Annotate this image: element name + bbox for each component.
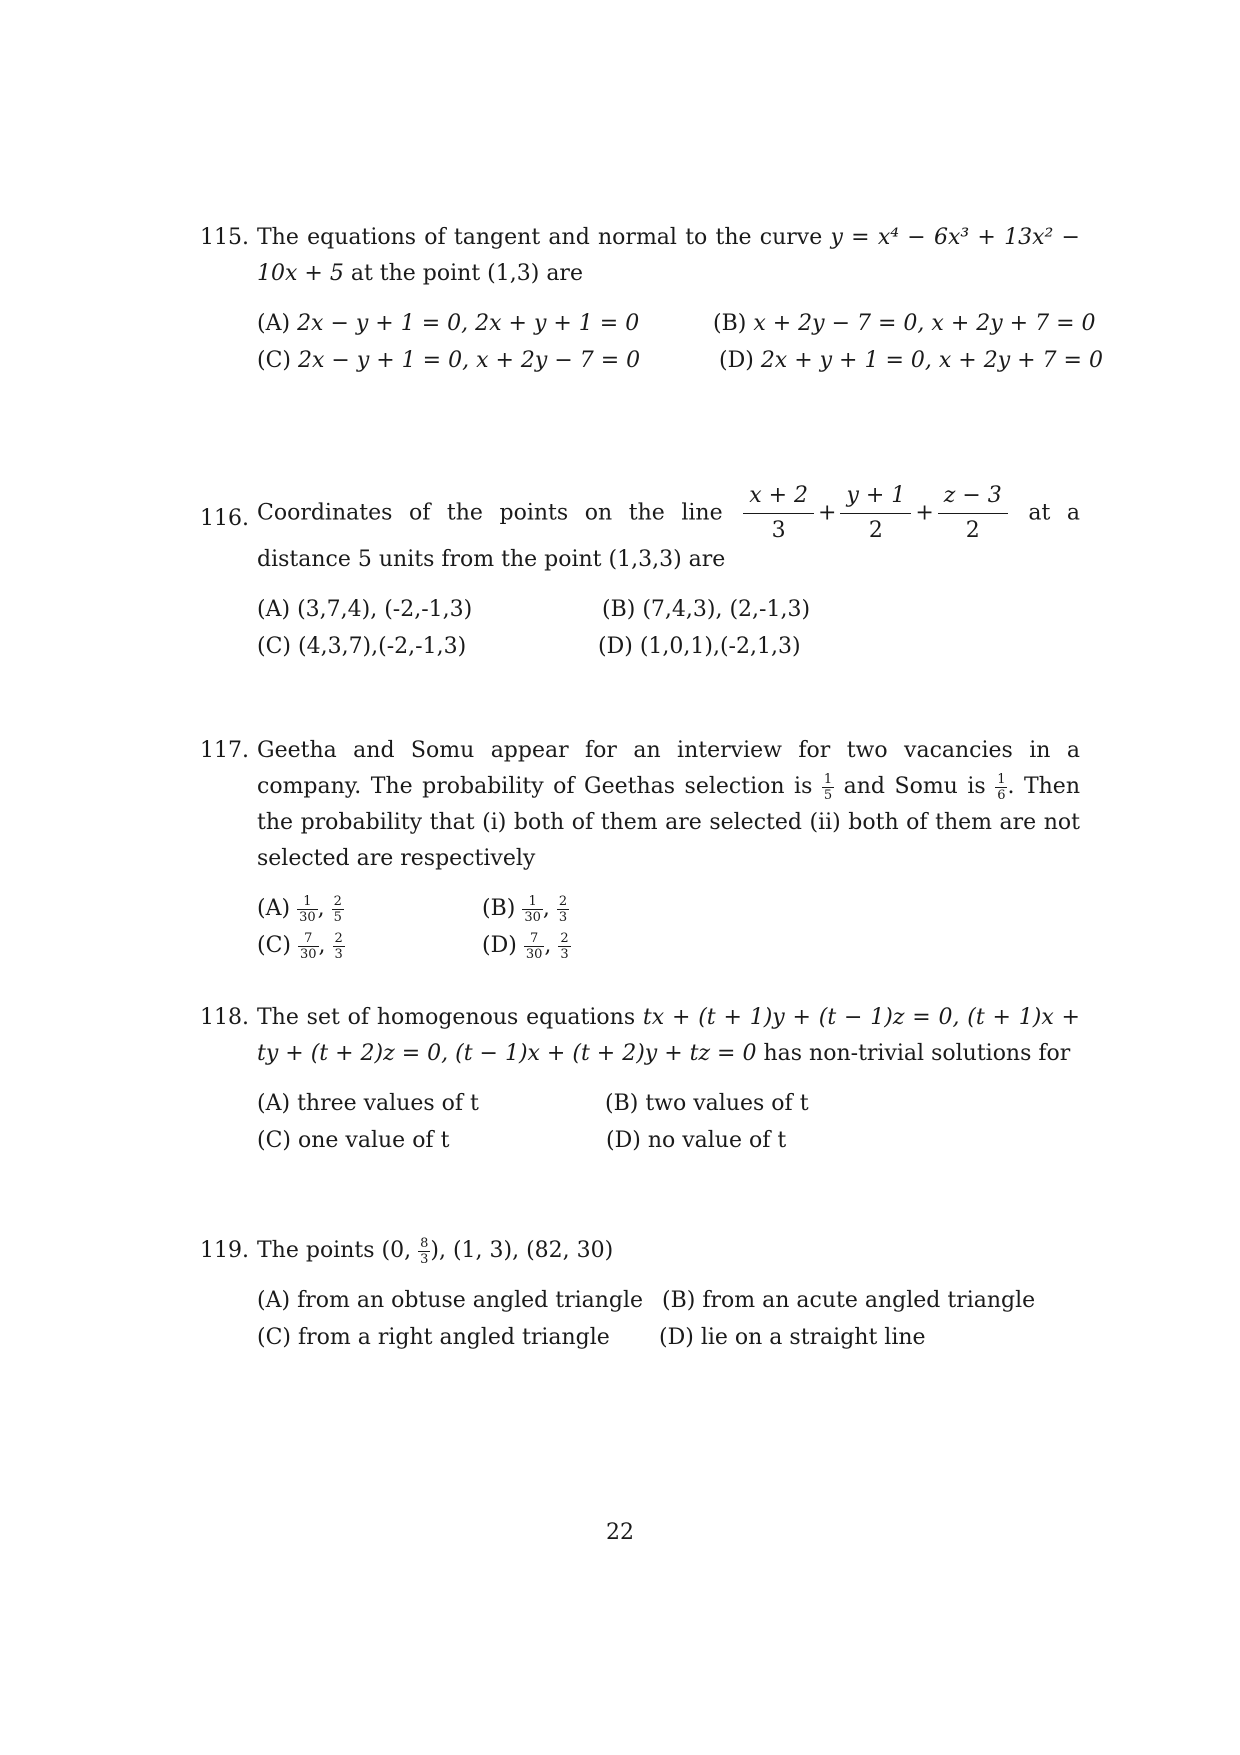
option-a[interactable]: (A) 2x − y + 1 = 0, 2x + y + 1 = 0 <box>257 311 640 336</box>
somu-probability: $\frac{1}{6}$ <box>997 771 1006 803</box>
line-term-x: $\frac{x + 2}{3}$ <box>743 485 814 542</box>
question-117 <box>200 733 1080 965</box>
question-text-post: at the point (1,3) are <box>350 261 583 286</box>
line-term-y: $\frac{y + 1}{2}$ <box>840 485 911 542</box>
option-d[interactable]: (D) $\frac{7}{30}$ , $\frac{2}{3}$ <box>482 930 569 962</box>
options <box>257 306 1103 380</box>
question-number: 117. <box>200 738 249 763</box>
question-number: 119. <box>200 1238 249 1263</box>
points-list: (0, $\frac{8}{3}$ ), (1, 3), (82, 30) <box>381 1235 614 1267</box>
option-c[interactable]: (C) from a right angled triangle <box>257 1325 610 1350</box>
equation-system: tx + (t + 1)y + (t − 1)z = 0, (t + 1)x + ty + (t + 2)z = 0, (t − 1)x + (t + 2)y + tz = 0 <box>257 1005 1080 1066</box>
option-b[interactable]: (B) from an acute angled triangle <box>662 1288 1036 1313</box>
options <box>257 1283 1080 1357</box>
question-116 <box>200 485 1080 666</box>
option-c[interactable]: (C) 2x − y + 1 = 0, x + 2y − 7 = 0 <box>257 348 641 373</box>
question-118 <box>200 1000 1080 1160</box>
options <box>257 1086 1080 1160</box>
question-number: 115. <box>200 225 249 250</box>
question-text-post: at a distance 5 units from the point (1,3,3) are <box>257 500 1080 572</box>
line-term-z: $\frac{z - 3}{2}$ <box>938 485 1008 542</box>
question-119 <box>200 1233 1080 1357</box>
option-c[interactable]: (C) (4,3,7),(-2,-1,3) <box>257 634 467 659</box>
question-number: 116. <box>200 506 249 531</box>
question-text-2: and Somu is <box>843 774 986 799</box>
curve-equation: y = x⁴ − 6x³ + 13x² − 10x + 5 <box>257 225 1080 286</box>
option-d[interactable]: (D) no value of t <box>606 1128 787 1153</box>
option-d[interactable]: (D) 2x + y + 1 = 0, x + 2y + 7 = 0 <box>719 348 1103 373</box>
question-text-pre: The equations of tangent and normal to the curve <box>257 225 823 250</box>
option-a[interactable]: (A) three values of t <box>257 1091 479 1116</box>
question-number: 118. <box>200 1005 249 1030</box>
option-a[interactable]: (A) $\frac{1}{30}$ , $\frac{2}{5}$ <box>257 893 342 925</box>
option-b[interactable]: (B) $\frac{1}{30}$ , $\frac{2}{3}$ <box>482 893 568 925</box>
question-text-pre: The set of homogenous equations <box>257 1005 636 1030</box>
question-text <box>257 1233 1080 1269</box>
option-b[interactable]: (B) (7,4,3), (2,-1,3) <box>602 597 811 622</box>
question-text-pre: The points <box>257 1238 375 1263</box>
question-text: Coordinates of the points on the line $\frac{x + 2}{3}$ + $\frac{y + 1}{2}$ + $\frac{z - 3}{2}$ at a distance 5 units from the point (1,3,3) are <box>257 483 1080 572</box>
question-text-1: Geetha and Somu appear for an interview for two vacancies in a company. The probability of Geethas selection is <box>257 738 1080 799</box>
option-d[interactable]: (D) lie on a straight line <box>659 1325 926 1350</box>
option-b[interactable]: (B) two values of t <box>605 1091 809 1116</box>
option-c[interactable]: (C) $\frac{7}{30}$ , $\frac{2}{3}$ <box>257 930 343 962</box>
option-a[interactable]: (A) (3,7,4), (-2,-1,3) <box>257 597 473 622</box>
question-text <box>257 1000 1080 1072</box>
options <box>257 891 1080 965</box>
question-text-post: has non-trivial solutions for <box>763 1041 1071 1066</box>
option-d[interactable]: (D) (1,0,1),(-2,1,3) <box>598 634 801 659</box>
option-c[interactable]: (C) one value of t <box>257 1128 450 1153</box>
question-text <box>257 733 1080 877</box>
question-text-3: . Then the probability that (i) both of them are selected (ii) both of them are not selected are respectively <box>257 774 1080 871</box>
question-text-pre: Coordinates of the points on the line <box>257 500 723 526</box>
options <box>257 592 1080 666</box>
geetha-probability: $\frac{1}{5}$ <box>823 771 833 803</box>
page-number: 22 <box>606 1520 634 1545</box>
question-text <box>257 220 1080 292</box>
option-b[interactable]: (B) x + 2y − 7 = 0, x + 2y + 7 = 0 <box>713 311 1096 336</box>
question-115 <box>200 220 1103 380</box>
option-a[interactable]: (A) from an obtuse angled triangle <box>257 1288 644 1313</box>
